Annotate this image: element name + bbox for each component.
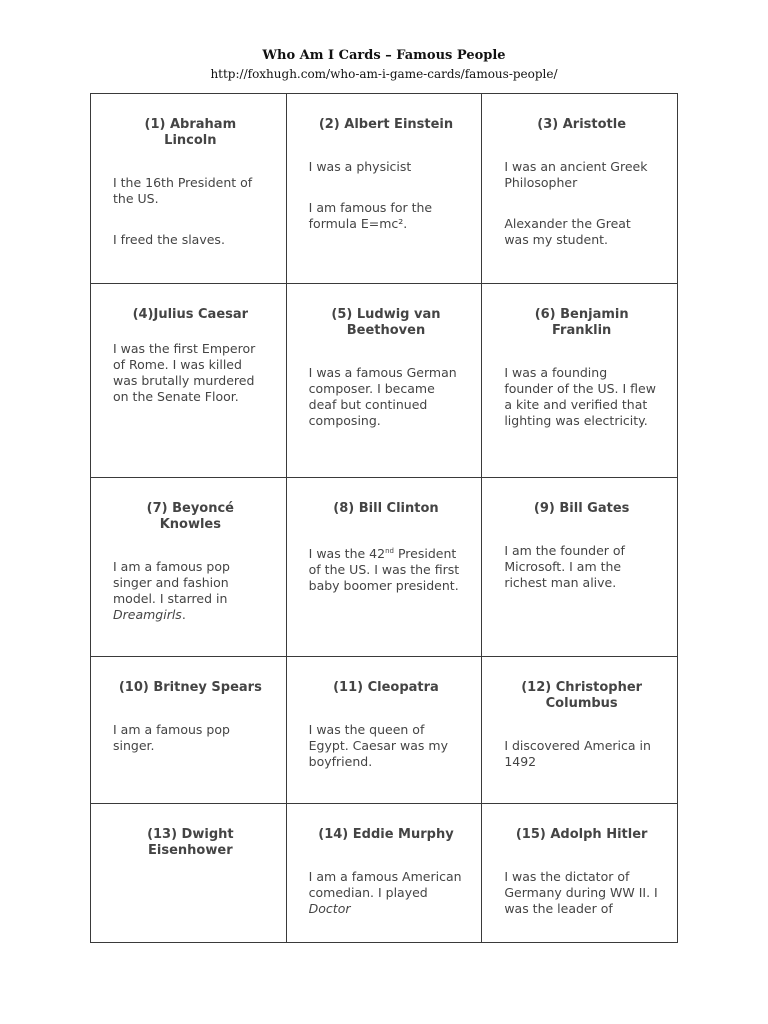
card-clue: I freed the slaves. xyxy=(113,232,225,247)
card-name: (5) Ludwig van Beethoven xyxy=(331,307,441,338)
card xyxy=(91,478,287,657)
card-clue: I am a famous pop singer and fashion model. I starred in Dreamgirls. xyxy=(113,559,230,622)
card xyxy=(286,94,482,284)
card-clue: I am a famous American comedian. I played Doctor xyxy=(308,869,462,916)
card-name: (10) Britney Spears xyxy=(118,680,262,695)
card-clue: I am famous for the formula E=mc². xyxy=(308,200,433,231)
card-clue: I was a physicist xyxy=(308,159,412,174)
card-clue: I discovered America in 1492 xyxy=(504,738,651,769)
card xyxy=(91,284,287,478)
card-clue: I am a famous pop singer. xyxy=(113,722,230,753)
card xyxy=(91,657,287,804)
card-clue: I was the dictator of Germany during WW II. I was the leader of xyxy=(504,869,658,916)
card-name: (9) Bill Gates xyxy=(533,501,630,516)
card xyxy=(482,657,678,804)
card xyxy=(91,804,287,943)
card-name: (15) Adolph Hitler xyxy=(515,827,648,842)
card-clue: I was the 42nd President of the US. I was the first baby boomer president. xyxy=(308,546,460,594)
page-title: Who Am I Cards – Famous People xyxy=(262,48,506,63)
card-name: (8) Bill Clinton xyxy=(333,501,439,516)
card-clue: I was an ancient Greek Philosopher xyxy=(504,159,648,190)
card-clue: I was a founding founder of the US. I flew a kite and verified that lighting was electricity. xyxy=(504,365,656,428)
card-clue: I was the queen of Egypt. Caesar was my boyfriend. xyxy=(308,722,448,769)
source-url[interactable]: http://foxhugh.com/who-am-i-game-cards/famous-people/ xyxy=(210,67,558,81)
card-name: (12) Christopher Columbus xyxy=(521,680,643,711)
card-name: (3) Aristotle xyxy=(537,117,627,132)
card-name: (11) Cleopatra xyxy=(333,680,439,695)
cards-grid xyxy=(90,93,678,943)
card-name: (4)Julius Caesar xyxy=(132,307,249,322)
card-name: (1) Abraham Lincoln xyxy=(144,117,237,148)
card xyxy=(286,284,482,478)
card-name: (13) Dwight Eisenhower xyxy=(147,827,234,858)
card xyxy=(482,804,678,943)
card-clue: I was a famous German composer. I became deaf but continued composing. xyxy=(308,365,457,428)
card xyxy=(91,94,287,284)
card-name: (6) Benjamin Franklin xyxy=(534,307,629,338)
card-clue: I am the founder of Microsoft. I am the richest man alive. xyxy=(504,543,625,590)
card-name: (14) Eddie Murphy xyxy=(318,827,454,842)
card xyxy=(286,478,482,657)
card-clue: I the 16th President of the US. xyxy=(113,175,253,206)
card xyxy=(482,284,678,478)
card xyxy=(286,804,482,943)
card xyxy=(286,657,482,804)
card-clue: I was the first Emperor of Rome. I was killed was brutally murdered on the Senate Floor. xyxy=(113,341,256,404)
card xyxy=(482,94,678,284)
card xyxy=(482,478,678,657)
card-name: (2) Albert Einstein xyxy=(318,117,454,132)
card-clue: Alexander the Great was my student. xyxy=(504,216,631,247)
card-name: (7) Beyoncé Knowles xyxy=(146,501,235,532)
